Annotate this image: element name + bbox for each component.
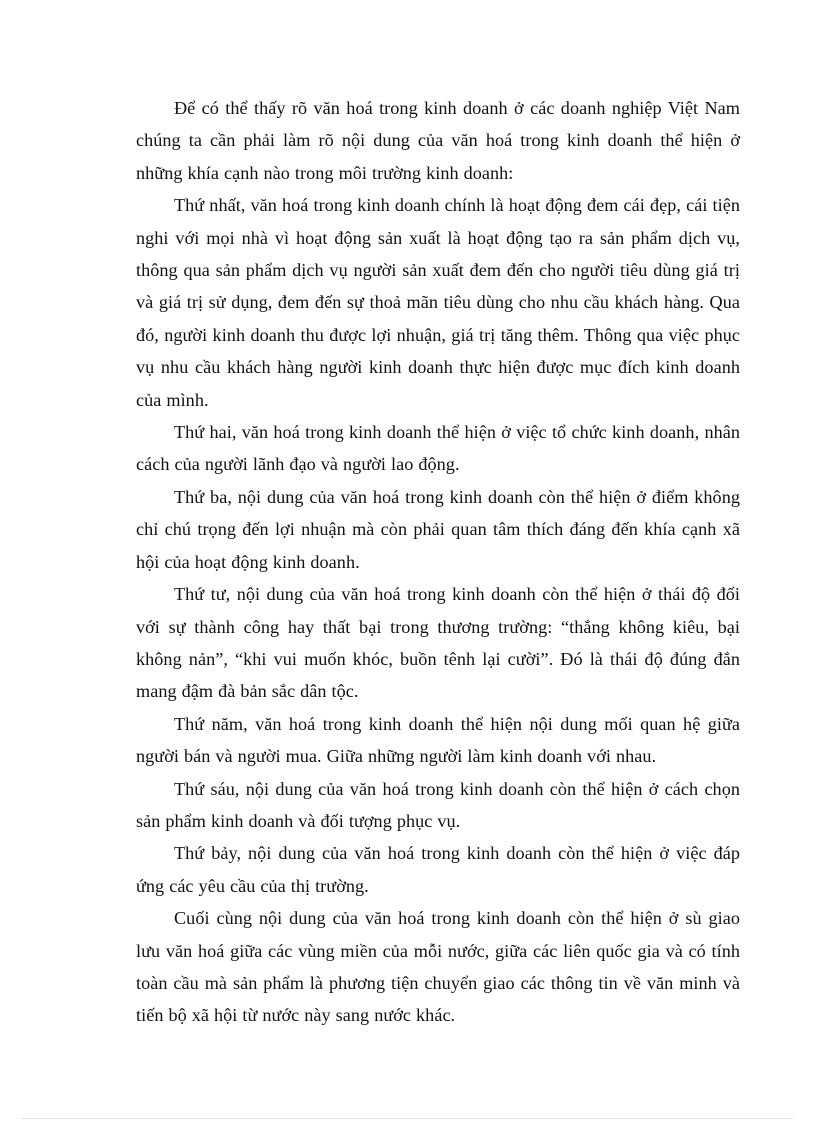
paragraph-final: Cuối cùng nội dung của văn hoá trong kinh doanh còn thể hiện ở sù giao lưu văn hoá giữa các vùng miền của mỗi nước, giữa các liên quốc gia và có tính toàn cầu mà sản phẩm là phương tiện chuyển giao các thông tin về văn minh và tiến bộ xã hội từ nước này sang nước khác. <box>136 908 740 1026</box>
paragraph-seventh: Thứ bảy, nội dung của văn hoá trong kinh doanh còn thể hiện ở việc đáp ứng các yêu cầu của thị trường. <box>136 843 740 896</box>
paragraph-intro: Để có thể thấy rõ văn hoá trong kinh doanh ở các doanh nghiệp Việt Nam chúng ta cần phải làm rõ nội dung của văn hoá trong kinh doanh thể hiện ở những khía cạnh nào trong môi trường kinh doanh: <box>136 98 740 183</box>
paragraph-third: Thứ ba, nội dung của văn hoá trong kinh doanh còn thể hiện ở điểm không chỉ chú trọng đến lợi nhuận mà còn phải quan tâm thích đáng đến khía cạnh xã hội của hoạt động kinh doanh. <box>136 486 740 572</box>
document-page <box>136 92 740 1032</box>
page-bottom-divider <box>22 1118 794 1119</box>
paragraph-first: Thứ nhất, văn hoá trong kinh doanh chính là hoạt động đem cái đẹp, cái tiện nghi với mọi nhà vì hoạt động sản xuất là hoạt động tạo ra sản phẩm dịch vụ, thông qua sản phẩm dịch vụ người sản xuất đem đến cho người tiêu dùng giá trị và giá trị sử dụng, đem đến sự thoả mãn tiêu dùng cho nhu cầu khách hàng. Qua đó, người kinh doanh thu được lợi nhuận, giá trị tăng thêm. Thông qua việc phục vụ nhu cầu khách hàng người kinh doanh thực hiện được mục đích kinh doanh của mình. <box>136 195 740 410</box>
paragraph-fourth: Thứ tư, nội dung của văn hoá trong kinh doanh còn thể hiện ở thái độ đối với sự thành công hay thất bại trong thương trường: “thắng không kiêu, bại không nản”, “khi vui muốn khóc, buồn tênh lại cười”. Đó là thái độ đúng đắn mang đậm đà bản sắc dân tộc. <box>136 584 740 702</box>
paragraph-fifth: Thứ năm, văn hoá trong kinh doanh thể hiện nội dung mối quan hệ giữa người bán và người mua. Giữa những người làm kinh doanh với nhau. <box>136 713 740 767</box>
paragraph-sixth: Thứ sáu, nội dung của văn hoá trong kinh doanh còn thể hiện ở cách chọn sản phẩm kinh doanh và đối tượng phục vụ. <box>136 778 740 831</box>
paragraph-second: Thứ hai, văn hoá trong kinh doanh thể hiện ở việc tổ chức kinh doanh, nhân cách của người lãnh đạo và người lao động. <box>136 422 740 475</box>
